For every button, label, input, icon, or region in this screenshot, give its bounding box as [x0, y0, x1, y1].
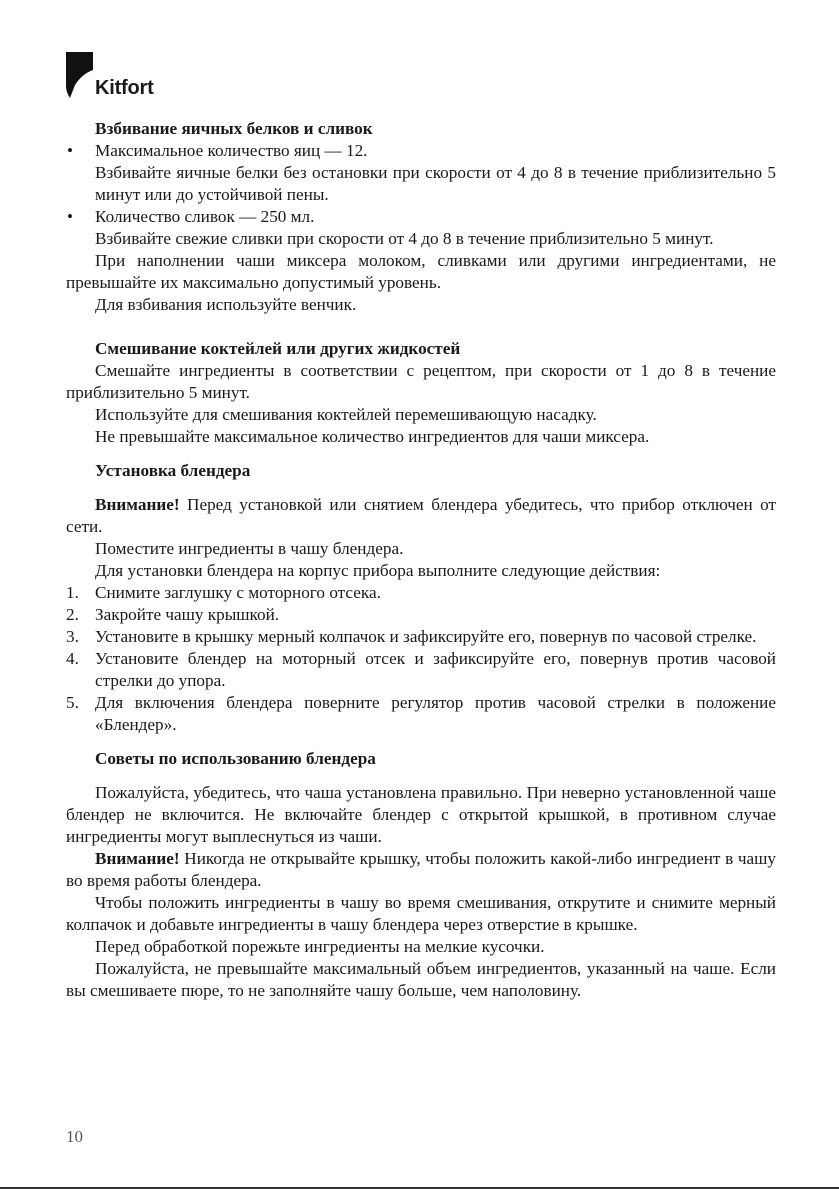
heading-blender-tips: Советы по использованию блендера — [95, 749, 376, 768]
step-text: Установите блендер на моторный отсек и зафиксируйте его, повернув против часовой стрелки до упора. — [95, 649, 776, 690]
step-number: 1. — [66, 583, 79, 602]
step-item — [66, 648, 776, 692]
step-item — [66, 692, 776, 736]
warning-paragraph — [66, 494, 776, 538]
paragraph: Пожалуйста, убедитесь, что чаша установлена правильно. При неверно установленной чаше блендер не включится. Не включайте блендер с открытой крышкой, в противном случае ингредиенты могут выплеснуться из чаши. — [66, 783, 776, 846]
bullet-marker: • — [67, 207, 74, 226]
step-item — [66, 582, 776, 604]
paragraph: Поместите ингредиенты в чашу блендера. — [95, 539, 404, 558]
step-number: 3. — [66, 627, 79, 646]
page-number: 10 — [66, 1127, 83, 1146]
warning-text: Перед установкой или снятием блендера убедитесь, что прибор отключен от сети. — [66, 495, 776, 536]
bullet-description: Взбивайте яичные белки без остановки при скорости от 4 до 8 в течение приблизительно 5 минут или до устойчивой пены. — [95, 163, 776, 204]
page-content — [66, 118, 776, 1002]
step-item — [66, 604, 776, 626]
warning-text: Никогда не открывайте крышку, чтобы положить какой-либо ингредиент в чашу во время работы блендера. — [66, 849, 776, 890]
step-number: 2. — [66, 605, 79, 624]
heading-whipping: Взбивание яичных белков и сливок — [95, 119, 373, 138]
step-item — [66, 626, 776, 648]
paragraph: Для установки блендера на корпус прибора выполните следующие действия: — [95, 561, 661, 580]
warning-paragraph — [66, 848, 776, 892]
step-text: Для включения блендера поверните регулятор против часовой стрелки в положение «Блендер». — [95, 693, 776, 734]
step-number: 4. — [66, 649, 79, 668]
step-number: 5. — [66, 693, 79, 712]
step-text: Закройте чашу крышкой. — [95, 605, 280, 624]
kitfort-logo-icon — [66, 52, 93, 98]
bullet-text: Максимальное количество яиц — 12. — [95, 141, 368, 160]
brand-name: Kitfort — [95, 77, 154, 99]
paragraph: Перед обработкой порежьте ингредиенты на мелкие кусочки. — [95, 937, 545, 956]
paragraph: Не превышайте максимальное количество ингредиентов для чаши миксера. — [95, 427, 650, 446]
paragraph: Чтобы положить ингредиенты в чашу во время смешивания, открутите и снимите мерный колпачок и добавьте ингредиенты в чашу блендера через отверстие в крышке. — [66, 893, 776, 934]
bullet-item-eggs — [66, 140, 776, 162]
step-text: Снимите заглушку с моторного отсека. — [95, 583, 381, 602]
bullet-marker: • — [67, 141, 74, 160]
heading-mixing: Смешивание коктейлей или других жидкостей — [95, 339, 461, 358]
warning-label: Внимание! — [95, 495, 180, 514]
paragraph: Для взбивания используйте венчик. — [95, 295, 357, 314]
bullet-item-cream — [66, 206, 776, 228]
paragraph: Пожалуйста, не превышайте максимальный объем ингредиентов, указанный на чаше. Если вы смешиваете пюре, то не заполняйте чашу больше, чем наполовину. — [66, 959, 776, 1000]
step-text: Установите в крышку мерный колпачок и зафиксируйте его, повернув по часовой стрелке. — [95, 627, 757, 646]
paragraph: При наполнении чаши миксера молоком, сливками или другими ингредиентами, не превышайте их максимально допустимый уровень. — [66, 251, 776, 292]
paragraph: Смешайте ингредиенты в соответствии с рецептом, при скорости от 1 до 8 в течение приблизительно 5 минут. — [66, 361, 776, 402]
warning-label: Внимание! — [95, 849, 180, 868]
heading-blender-install: Установка блендера — [95, 461, 251, 480]
bullet-description: Взбивайте свежие сливки при скорости от 4 до 8 в течение приблизительно 5 минут. — [95, 229, 714, 248]
bullet-text: Количество сливок — 250 мл. — [95, 207, 315, 226]
paragraph: Используйте для смешивания коктейлей перемешивающую насадку. — [95, 405, 597, 424]
